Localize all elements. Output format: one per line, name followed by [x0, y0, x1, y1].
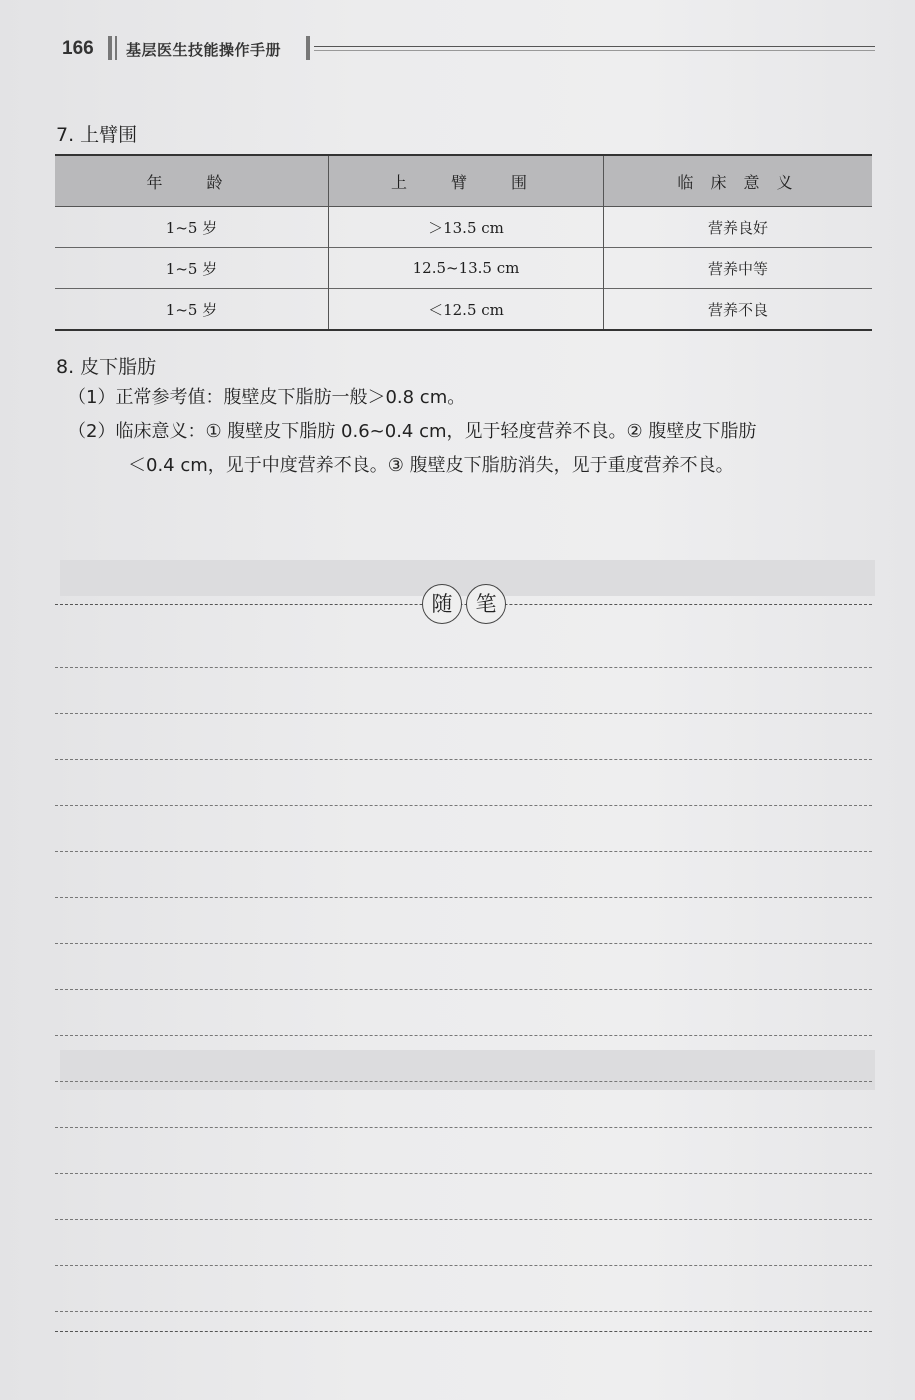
table-header-row — [55, 155, 872, 207]
note-line — [55, 1173, 872, 1174]
note-line — [55, 989, 872, 990]
table-row — [55, 289, 872, 331]
table-cell: 1~5 岁 — [55, 289, 329, 331]
table-cell: ＞13.5 cm — [329, 207, 604, 248]
page-number: 166 — [62, 38, 94, 59]
note-line — [55, 713, 872, 714]
clinical-significance-paragraph: （2）临床意义：① 腹壁皮下脂肪 0.6~0.4 cm，见于轻度营养不良。② 腹壁皮下脂肪 — [68, 421, 757, 442]
table-cell: 1~5 岁 — [55, 248, 329, 289]
header-rule — [314, 50, 875, 51]
note-line — [55, 1081, 872, 1082]
section-title-arm-circumference: 7. 上臂围 — [56, 124, 138, 146]
note-line — [55, 943, 872, 944]
column-header-arm-circumference: 上 臂 围 — [329, 155, 604, 207]
table-cell: 1~5 岁 — [55, 207, 329, 248]
note-line — [55, 1127, 872, 1128]
note-line — [55, 667, 872, 668]
section-title-subcutaneous-fat: 8. 皮下脂肪 — [56, 356, 157, 378]
table-cell: ＜12.5 cm — [329, 289, 604, 331]
table-row — [55, 207, 872, 248]
running-header — [62, 34, 875, 64]
reference-value-paragraph: （1）正常参考值：腹壁皮下脂肪一般＞0.8 cm。 — [68, 387, 466, 408]
column-header-clinical-significance: 临 床 意 义 — [604, 155, 873, 207]
table-cell: 12.5~13.5 cm — [329, 248, 604, 289]
note-line — [55, 1219, 872, 1220]
header-bar — [108, 36, 112, 60]
header-bar — [115, 36, 117, 60]
note-line — [55, 759, 872, 760]
table-cell: 营养中等 — [604, 248, 873, 289]
notes-badge-char: 笔 — [466, 584, 506, 624]
notes-badge — [420, 584, 510, 624]
table-cell: 营养良好 — [604, 207, 873, 248]
book-title: 基层医生技能操作手册 — [126, 41, 282, 59]
bleed-through-band — [60, 1050, 875, 1090]
note-line — [55, 1331, 872, 1332]
table-row — [55, 248, 872, 289]
column-header-age: 年 龄 — [55, 155, 329, 207]
header-bar — [306, 36, 310, 60]
notes-badge-char: 随 — [422, 584, 462, 624]
note-line — [55, 805, 872, 806]
clinical-significance-paragraph-cont: ＜0.4 cm，见于中度营养不良。③ 腹壁皮下脂肪消失，见于重度营养不良。 — [128, 455, 734, 476]
note-line — [55, 1035, 872, 1036]
note-line — [55, 897, 872, 898]
header-rule — [314, 46, 875, 47]
note-line — [55, 1311, 872, 1312]
arm-circumference-table — [55, 154, 872, 331]
note-line — [55, 1265, 872, 1266]
table-cell: 营养不良 — [604, 289, 873, 331]
note-line — [55, 851, 872, 852]
